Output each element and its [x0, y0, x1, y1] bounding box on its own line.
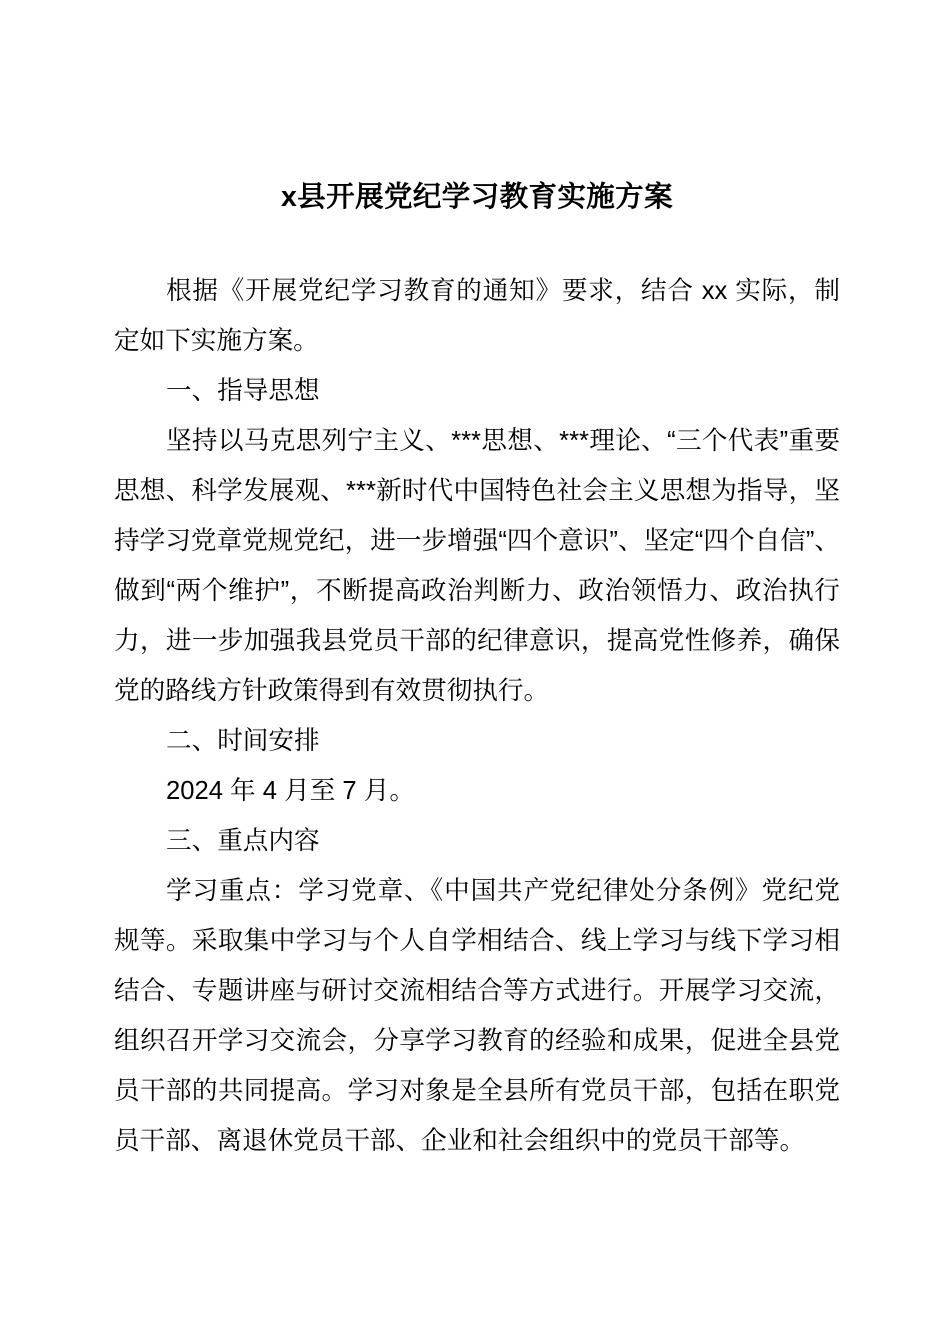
- section-heading-1: 一、指导思想: [166, 377, 320, 405]
- page-title: x县开展党纪学习教育实施方案: [281, 181, 673, 213]
- section-heading-2: 二、时间安排: [166, 727, 320, 755]
- paragraph-guiding-ideology: 坚持以马克思列宁主义、***思想、***理论、“三个代表”重要思想、科学发展观、***新时代中国特色社会主义思想为指导，坚持学习党章党规党纪，进一步增强“四个意识”、坚定“四个自信”、做到“两个维护”，不断提高政治判断力、政治领悟力、政治执行力，进一步加强我县党员干部的纪律意识，提高党性修养，确保党的路线方针政策得到有效贯彻执行。: [114, 427, 840, 705]
- document-body: [114, 172, 840, 1166]
- paragraph-schedule: 2024 年 4 月至 7 月。: [166, 777, 415, 805]
- section-heading-3: 三、重点内容: [166, 827, 320, 855]
- paragraph-key-content: 学习重点：学习党章、《中国共产党纪律处分条例》党纪党规等。采取集中学习与个人自学相结合、线上学习与线下学习相结合、专题讲座与研讨交流相结合等方式进行。开展学习交流，组织召开学习交流会，分享学习教育的经验和成果，促进全县党员干部的共同提高。学习对象是全县所有党员干部，包括在职党员干部、离退休党员干部、企业和社会组织中的党员干部等。: [114, 877, 840, 1155]
- paragraph-intro: 根据《开展党纪学习教育的通知》要求，结合 xx 实际，制定如下实施方案。: [114, 277, 840, 355]
